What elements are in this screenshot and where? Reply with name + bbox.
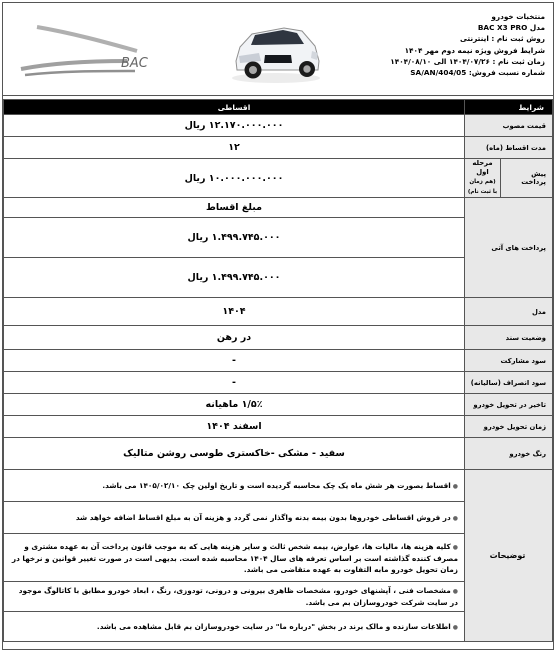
- note-item: [4, 470, 465, 502]
- future-payments-label: پرداخت های آتی: [465, 198, 553, 298]
- sheet-header: [3, 3, 553, 96]
- bac-logo: [17, 17, 167, 87]
- bullet-icon: ●: [452, 514, 458, 522]
- model-label: مدل: [465, 298, 553, 326]
- note-item: [4, 612, 465, 642]
- prepay-label: پیش پرداخت: [501, 159, 553, 198]
- info-line: شماره نسبت فروش: SA/AN/404/05: [410, 68, 545, 78]
- cancellation-profit-value: -: [4, 372, 465, 394]
- notes-label: توضیحات: [465, 470, 553, 642]
- bullet-icon: ●: [452, 623, 458, 631]
- partnership-profit-value: -: [4, 350, 465, 372]
- document-status-value: در رهن: [4, 326, 465, 350]
- info-line: زمان ثبت نام : ۱۴۰۴/۰۷/۲۶ الی ۱۴۰۴/۰۸/۱۰: [390, 56, 545, 66]
- first-stage-label: مرحله اول: [472, 159, 493, 176]
- delivery-time-value: اسفند ۱۴۰۴: [4, 416, 465, 438]
- partnership-profit-label: سود مشارکت: [465, 350, 553, 372]
- delivery-delay-value: ۱/۵٪ ماهیانه: [4, 394, 465, 416]
- model-value: ۱۴۰۴: [4, 298, 465, 326]
- term-value: ۱۲: [4, 137, 465, 159]
- bullet-icon: ●: [452, 482, 458, 490]
- note-text: اطلاعات سازنده و مالک برند در بخش "درباره ما" در سایت خودروسازان بم قابل مشاهده می باشد.: [96, 621, 451, 631]
- cancellation-profit-label: سود انصراف (سالیانه): [465, 372, 553, 394]
- installment-title: مبلغ اقساط: [4, 198, 465, 218]
- bullet-icon: ●: [452, 543, 458, 551]
- svg-text:BAC: BAC: [121, 56, 148, 71]
- note-item: [4, 502, 465, 534]
- info-line: شرایط فروش ویژه نیمه دوم مهر ۱۴۰۴: [404, 45, 545, 55]
- bullet-icon: ●: [452, 588, 458, 595]
- conditions-table: [3, 99, 553, 642]
- note-text: در فروش اقساطی خودروها بدون بیمه بدنه واگذار نمی گردد و هزینه آن به مبلغ اقساط اضافه خواهد شد: [75, 512, 451, 522]
- note-text: کلیه هزینه ها، مالیات ها، عوارض، بیمه شخص ثالث و سایر هزینه هایی که به موجب قانون پرداخت آن به عهده مشتری و مصرف کننده گذاشته است بر اساس تعرفه های سال ۱۴۰۴ محاسبه شده است. بدیهی است در صورت تغییر قوانین و نرخها در زمان تحویل خودرو مابه التفاوت به عهده متقاضی می باشد.: [11, 541, 458, 574]
- price-value: ۱۲.۱۷۰.۰۰۰.۰۰۰ ریال: [4, 115, 465, 137]
- note-item: [4, 582, 465, 612]
- document-status-label: وضعیت سند: [465, 326, 553, 350]
- info-line: منتخبات خودرو: [491, 12, 545, 21]
- car-image: [229, 13, 324, 85]
- delivery-time-label: زمان تحویل خودرو: [465, 416, 553, 438]
- price-sheet: [2, 2, 554, 650]
- note-text: مشخصات فنی ، آپشنهای خودرو، مشخصات ظاهری بیرونی و درونی، تودوزی، رنگ ، ابعاد خودرو مطابق با کاتالوگ موجود در سایت شرکت خودروسازان بم می باشد.: [18, 586, 458, 607]
- installment-value-2: ۱.۴۹۹.۷۴۵.۰۰۰ ریال: [4, 258, 465, 298]
- column-header-installment: اقساطی: [4, 100, 465, 115]
- delivery-delay-label: تاخیر در تحویل خودرو: [465, 394, 553, 416]
- info-line: روش ثبت نام : اینترنتی: [460, 34, 545, 44]
- note-item: [4, 534, 465, 582]
- first-stage-cell: [465, 159, 501, 198]
- car-color-value: سفید - مشکی -خاکستری طوسی روشن متالیک: [4, 438, 465, 470]
- car-color-label: رنگ خودرو: [465, 438, 553, 470]
- installment-value-1: ۱.۴۹۹.۷۴۵.۰۰۰ ریال: [4, 218, 465, 258]
- info-line: مدل BAC X3 PRO: [477, 23, 545, 33]
- term-label: مدت اقساط (ماه): [465, 137, 553, 159]
- first-stage-note: (هم زمان با ثبت نام): [467, 179, 498, 195]
- note-text: اقساط بصورت هر شش ماه یک چک محاسبه گردیده است و تاریخ اولین چک ۱۴۰۵/۰۲/۱۰ می باشد.: [102, 480, 451, 490]
- price-label: قیمت مصوب: [465, 115, 553, 137]
- prepay-value: ۱۰.۰۰۰.۰۰۰.۰۰۰ ریال: [4, 159, 465, 198]
- column-header-conditions: شرایط: [465, 100, 553, 115]
- sale-info: [390, 11, 545, 78]
